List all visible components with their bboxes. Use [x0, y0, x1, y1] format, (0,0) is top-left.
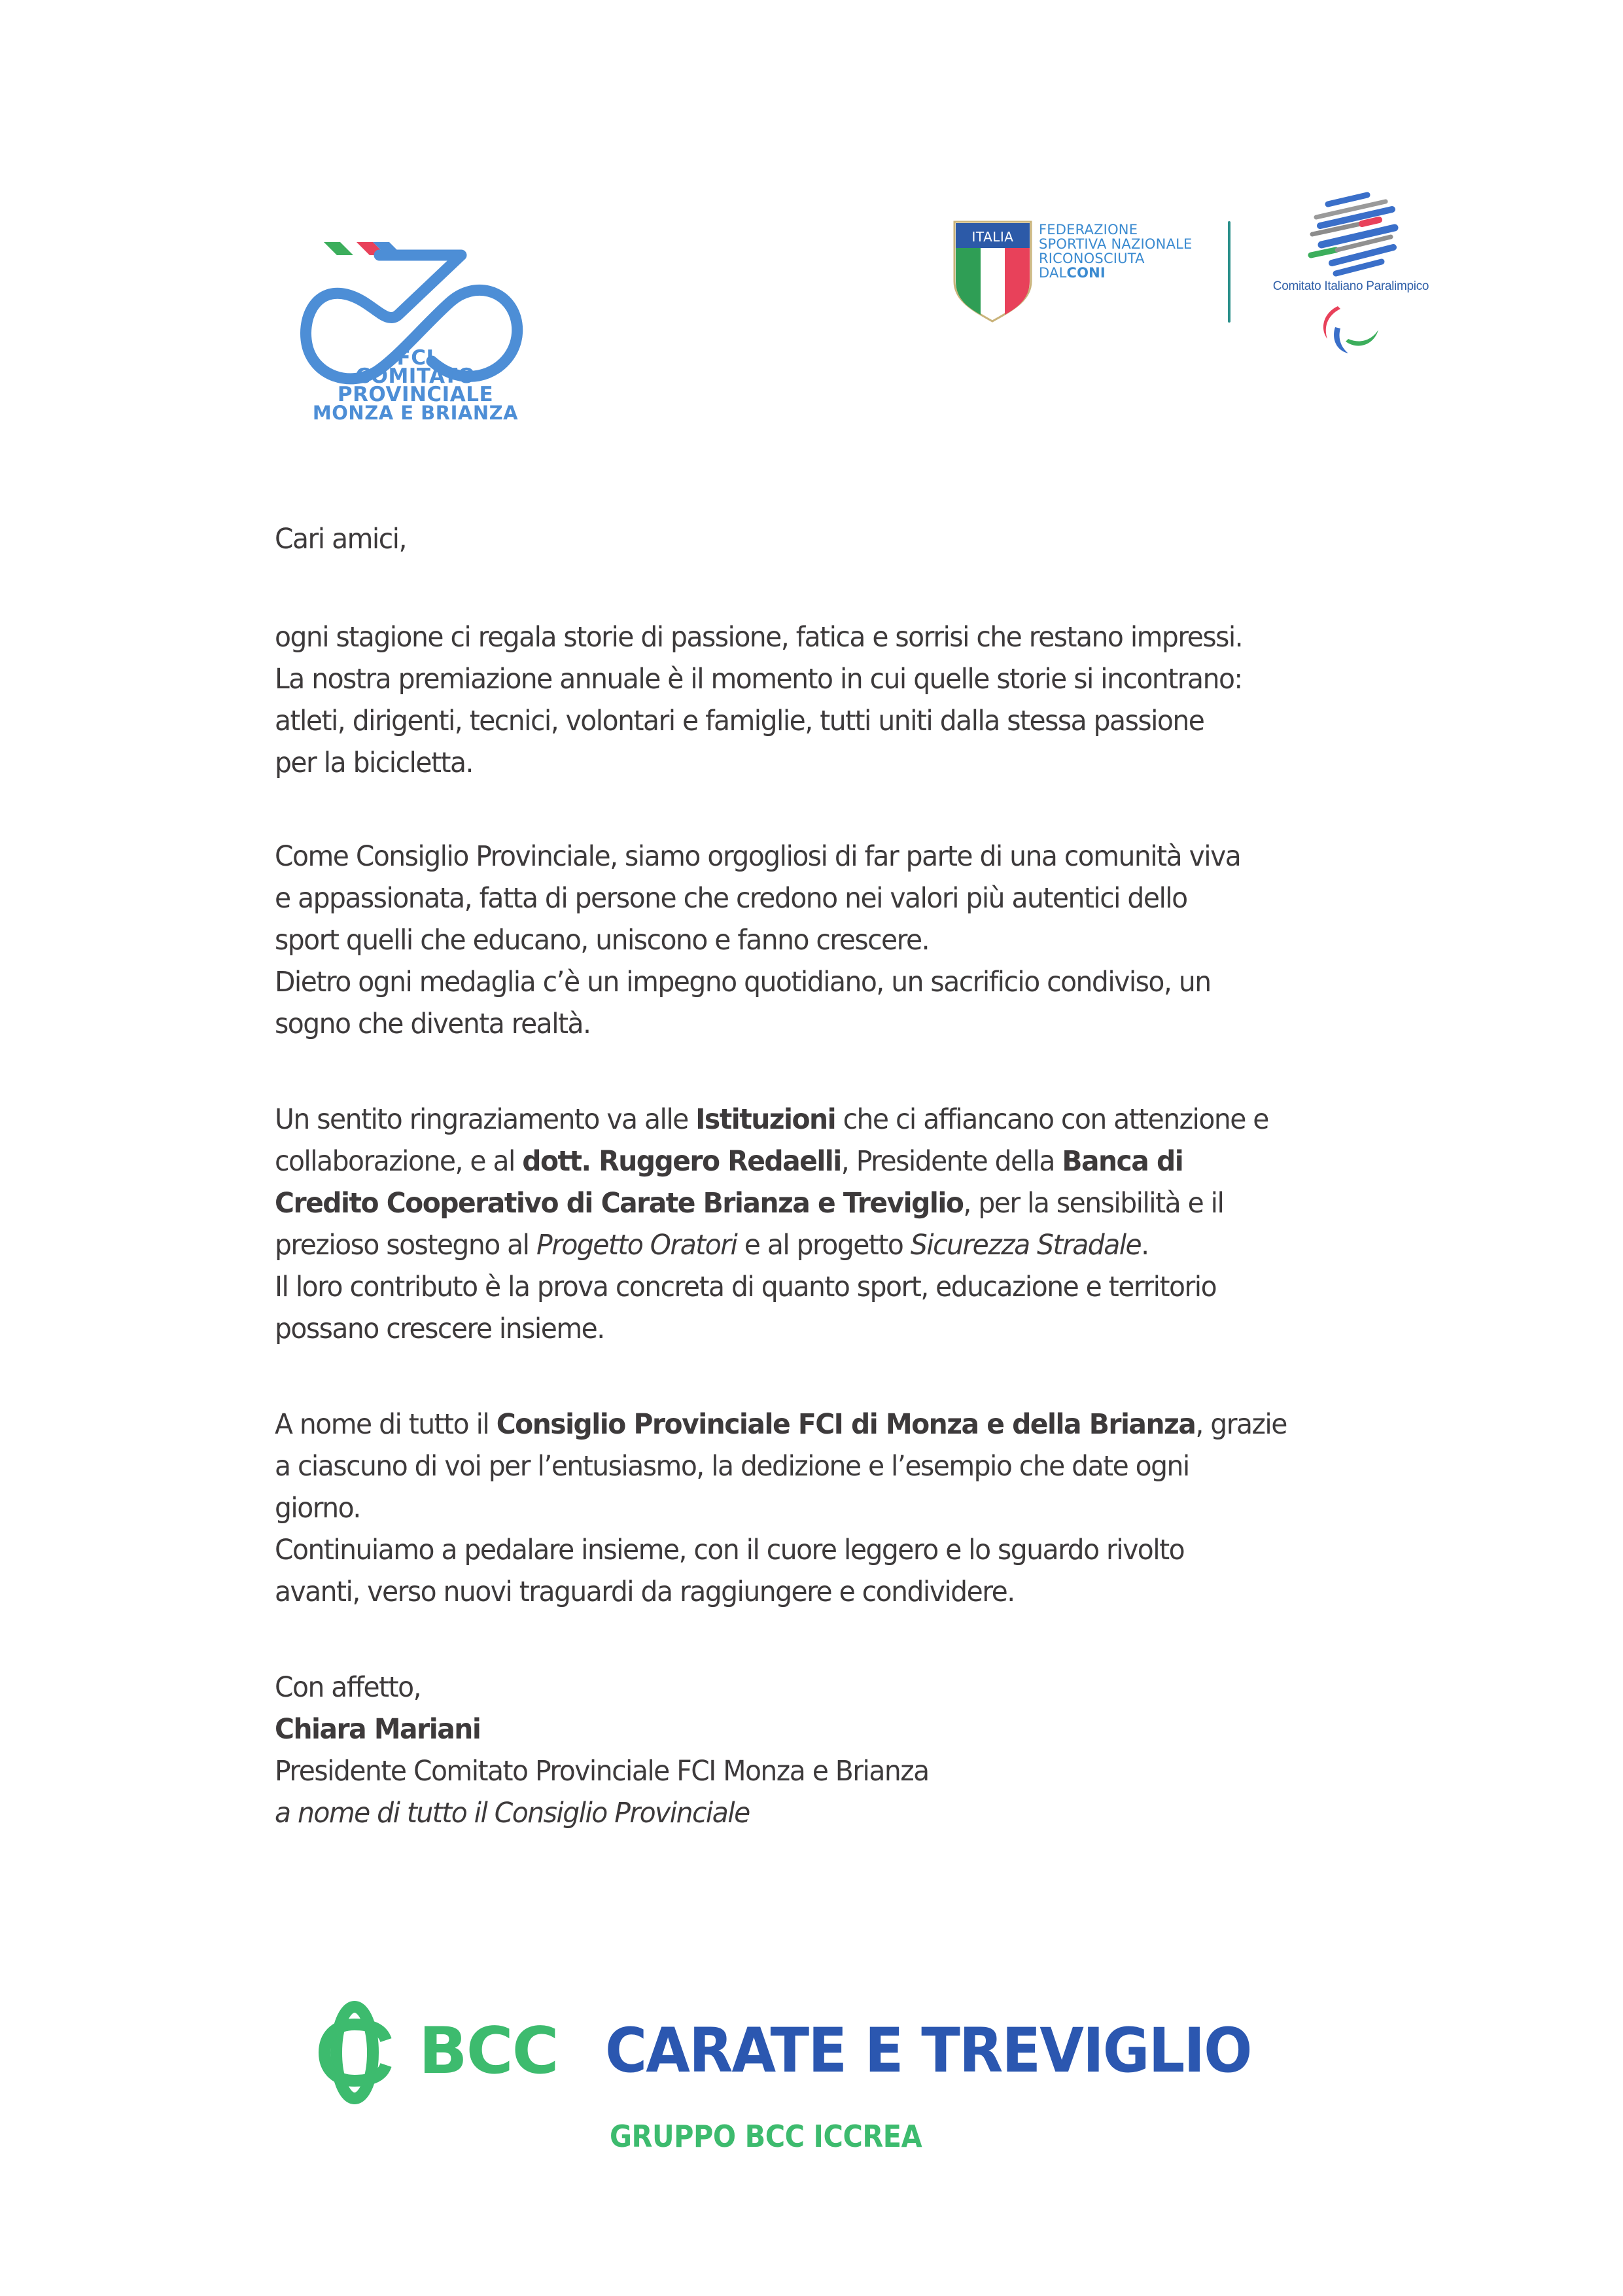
paragraph2-line: sogno che diventa realtà.: [275, 1008, 591, 1040]
p4-bold-council: Consiglio Provinciale FCI di Monza e della Brianza: [496, 1408, 1196, 1441]
paragraph4-line: Continuiamo a pedalare insieme, con il cuore leggero e lo sguardo rivolto: [275, 1534, 1185, 1566]
coni-line-4-bold: CONI: [1066, 265, 1106, 281]
paragraph1-line: atleti, dirigenti, tecnici, volontari e famiglie, tutti uniti dalla stessa passione: [275, 705, 1204, 737]
signer-name-text: Chiara Mariani: [275, 1713, 481, 1746]
p3-text: collaborazione, e al: [275, 1145, 523, 1178]
signer-title: Presidente Comitato Provinciale FCI Monza e Brianza: [275, 1755, 929, 1788]
paragraph1-line: per la bicicletta.: [275, 747, 473, 779]
bcc-logo-mark-icon: [318, 2001, 396, 2104]
bank-name: CARATE E TREVIGLIO: [605, 2015, 1251, 2087]
paragraph4-line: [275, 1404, 1287, 1445]
p3-bold-bank: Credito Cooperativo di Carate Brianza e Treviglio: [275, 1187, 964, 1220]
coni-line-4: [1039, 266, 1106, 281]
p3-text: Un sentito ringraziamento va alle: [275, 1103, 696, 1136]
paragraph1-line: La nostra premiazione annuale è il momento in cui quelle storie si incontrano:: [275, 663, 1242, 696]
bank-group: GRUPPO BCC ICCREA: [610, 2119, 922, 2154]
fci-logo-line-3: PROVINCIALE: [337, 383, 494, 406]
paragraph3-line: [275, 1182, 1223, 1224]
p3-italic-project: Progetto Oratori: [536, 1229, 737, 1262]
p3-text: , Presidente della: [841, 1145, 1062, 1178]
paragraph2-line: e appassionata, fatta di persone che credono nei valori più autentici dello: [275, 882, 1187, 915]
paragraph3-line: Il loro contributo è la prova concreta di quanto sport, educazione e territorio: [275, 1271, 1217, 1303]
paragraph3-line: possano crescere insieme.: [275, 1313, 604, 1345]
p3-text: , per la sensibilità e il: [963, 1187, 1224, 1220]
signer-note-text: a nome di tutto il Consiglio Provinciale: [275, 1797, 750, 1829]
paragraph4-line: giorno.: [275, 1492, 360, 1525]
p3-bold-name: dott. Ruggero Redaelli: [522, 1145, 841, 1178]
p3-text: prezioso sostegno al: [275, 1229, 536, 1262]
cip-label: Comitato Italiano Paralimpico: [1272, 279, 1429, 293]
coni-line-4-prefix: DAL: [1039, 265, 1067, 281]
fci-logo-line-4: MONZA E BRIANZA: [312, 402, 519, 424]
fci-logo-line-2: COMITATO: [355, 364, 476, 388]
cip-globe-icon: [1302, 190, 1400, 281]
fci-logo-line-1: FCI: [396, 346, 434, 370]
coni-shield-label: ITALIA: [971, 229, 1014, 245]
paralympic-agitos-icon: [1312, 301, 1387, 355]
header-divider: [1228, 221, 1230, 323]
greeting: Cari amici,: [275, 523, 406, 556]
p3-text: che ci affiancano con attenzione e: [835, 1103, 1268, 1136]
paragraph4-line: avanti, verso nuovi traguardi da raggiungere e condividere.: [275, 1576, 1015, 1608]
bcc-wordmark: BCC: [419, 2014, 558, 2089]
paragraph2-line: Come Consiglio Provinciale, siamo orgogliosi di far parte di una comunità viva: [275, 840, 1241, 873]
paragraph2-line: sport quelli che educano, uniscono e fanno crescere.: [275, 924, 930, 957]
p4-text: A nome di tutto il: [275, 1408, 497, 1441]
paragraph1-line: ogni stagione ci regala storie di passione, fatica e sorrisi che restano impressi.: [275, 621, 1243, 654]
signer-name: [275, 1708, 480, 1750]
paragraph3-line: [275, 1224, 1149, 1266]
p3-text: e al progetto: [737, 1229, 911, 1262]
closing-salutation: Con affetto,: [275, 1671, 421, 1704]
signer-note: [275, 1792, 750, 1834]
paragraph3-line: [275, 1099, 1268, 1140]
coni-line-1: FEDERAZIONE: [1039, 222, 1138, 238]
coni-line-3: RICONOSCIUTA: [1039, 251, 1145, 266]
p3-bold-bank: Banca di: [1062, 1145, 1183, 1178]
p3-bold-istituzioni: Istituzioni: [695, 1103, 836, 1136]
p4-text: , grazie: [1195, 1408, 1287, 1441]
coni-line-2: SPORTIVA NAZIONALE: [1039, 236, 1193, 252]
p3-text: .: [1141, 1229, 1149, 1262]
coni-italia-shield-icon: [952, 219, 1034, 324]
paragraph4-line: a ciascuno di voi per l’entusiasmo, la dedizione e l’esempio che date ogni: [275, 1450, 1189, 1483]
paragraph3-line: [275, 1140, 1183, 1182]
paragraph2-line: Dietro ogni medaglia c’è un impegno quotidiano, un sacrificio condiviso, un: [275, 966, 1211, 998]
p3-italic-project: Sicurezza Stradale: [910, 1229, 1142, 1262]
